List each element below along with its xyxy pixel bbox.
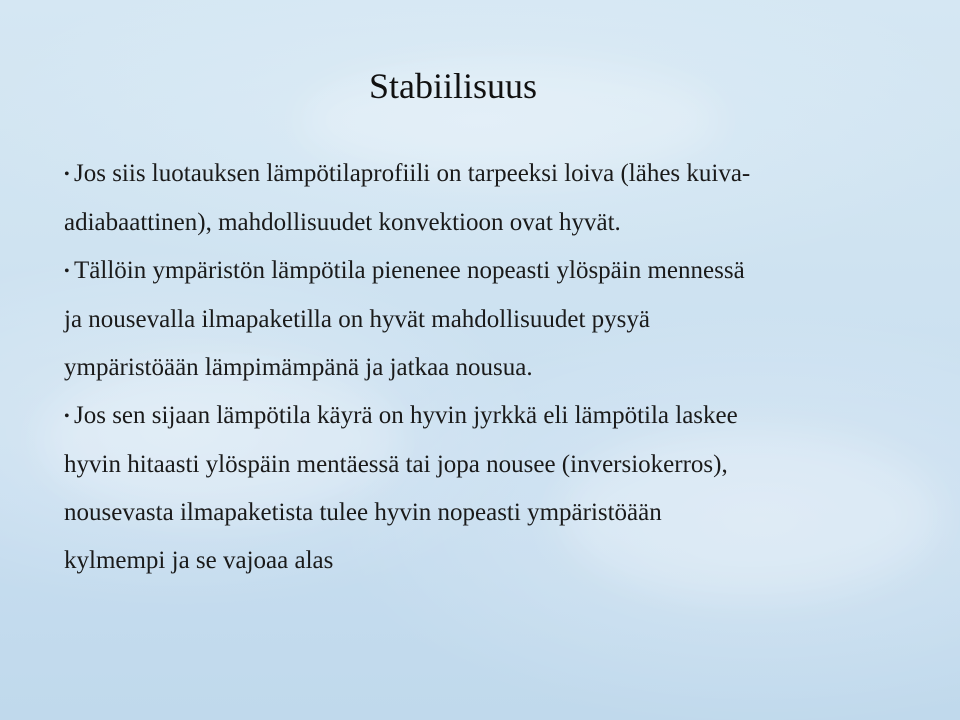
bullet-paragraph-2 (64, 247, 884, 392)
bullet-dot-icon: • (64, 166, 70, 183)
slide-title: Stabiilisuus (368, 66, 538, 107)
paragraph-line: hyvin hitaasti ylöspäin mentäessä tai jopa nousee (inversiokerros), (64, 451, 728, 478)
bullet-dot-icon: • (64, 408, 70, 425)
bullet-paragraph-3 (64, 392, 884, 585)
paragraph-line: nousevasta ilmapaketista tulee hyvin nopeasti ympäristöään (64, 499, 662, 526)
paragraph-line: • Jos sen sijaan lämpötila käyrä on hyvin jyrkkä eli lämpötila laskee (64, 392, 884, 441)
bullet-paragraph-1 (64, 150, 884, 247)
paragraph-line: • Jos siis luotauksen lämpötilaprofiili on tarpeeksi loiva (lähes kuiva- (64, 150, 884, 199)
bullet-dot-icon: • (64, 263, 70, 280)
paragraph-line: adiabaattinen), mahdollisuudet konvektioon ovat hyvät. (64, 209, 621, 236)
paragraph-line: • Tällöin ympäristön lämpötila pienenee nopeasti ylöspäin mennessä (64, 247, 884, 296)
paragraph-line: kylmempi ja se vajoaa alas (64, 547, 334, 574)
paragraph-line: ja nousevalla ilmapaketilla on hyvät mahdollisuudet pysyä (64, 306, 650, 333)
paragraph-line: ympäristöään lämpimämpänä ja jatkaa nousua. (64, 354, 533, 381)
slide-body (64, 150, 884, 585)
